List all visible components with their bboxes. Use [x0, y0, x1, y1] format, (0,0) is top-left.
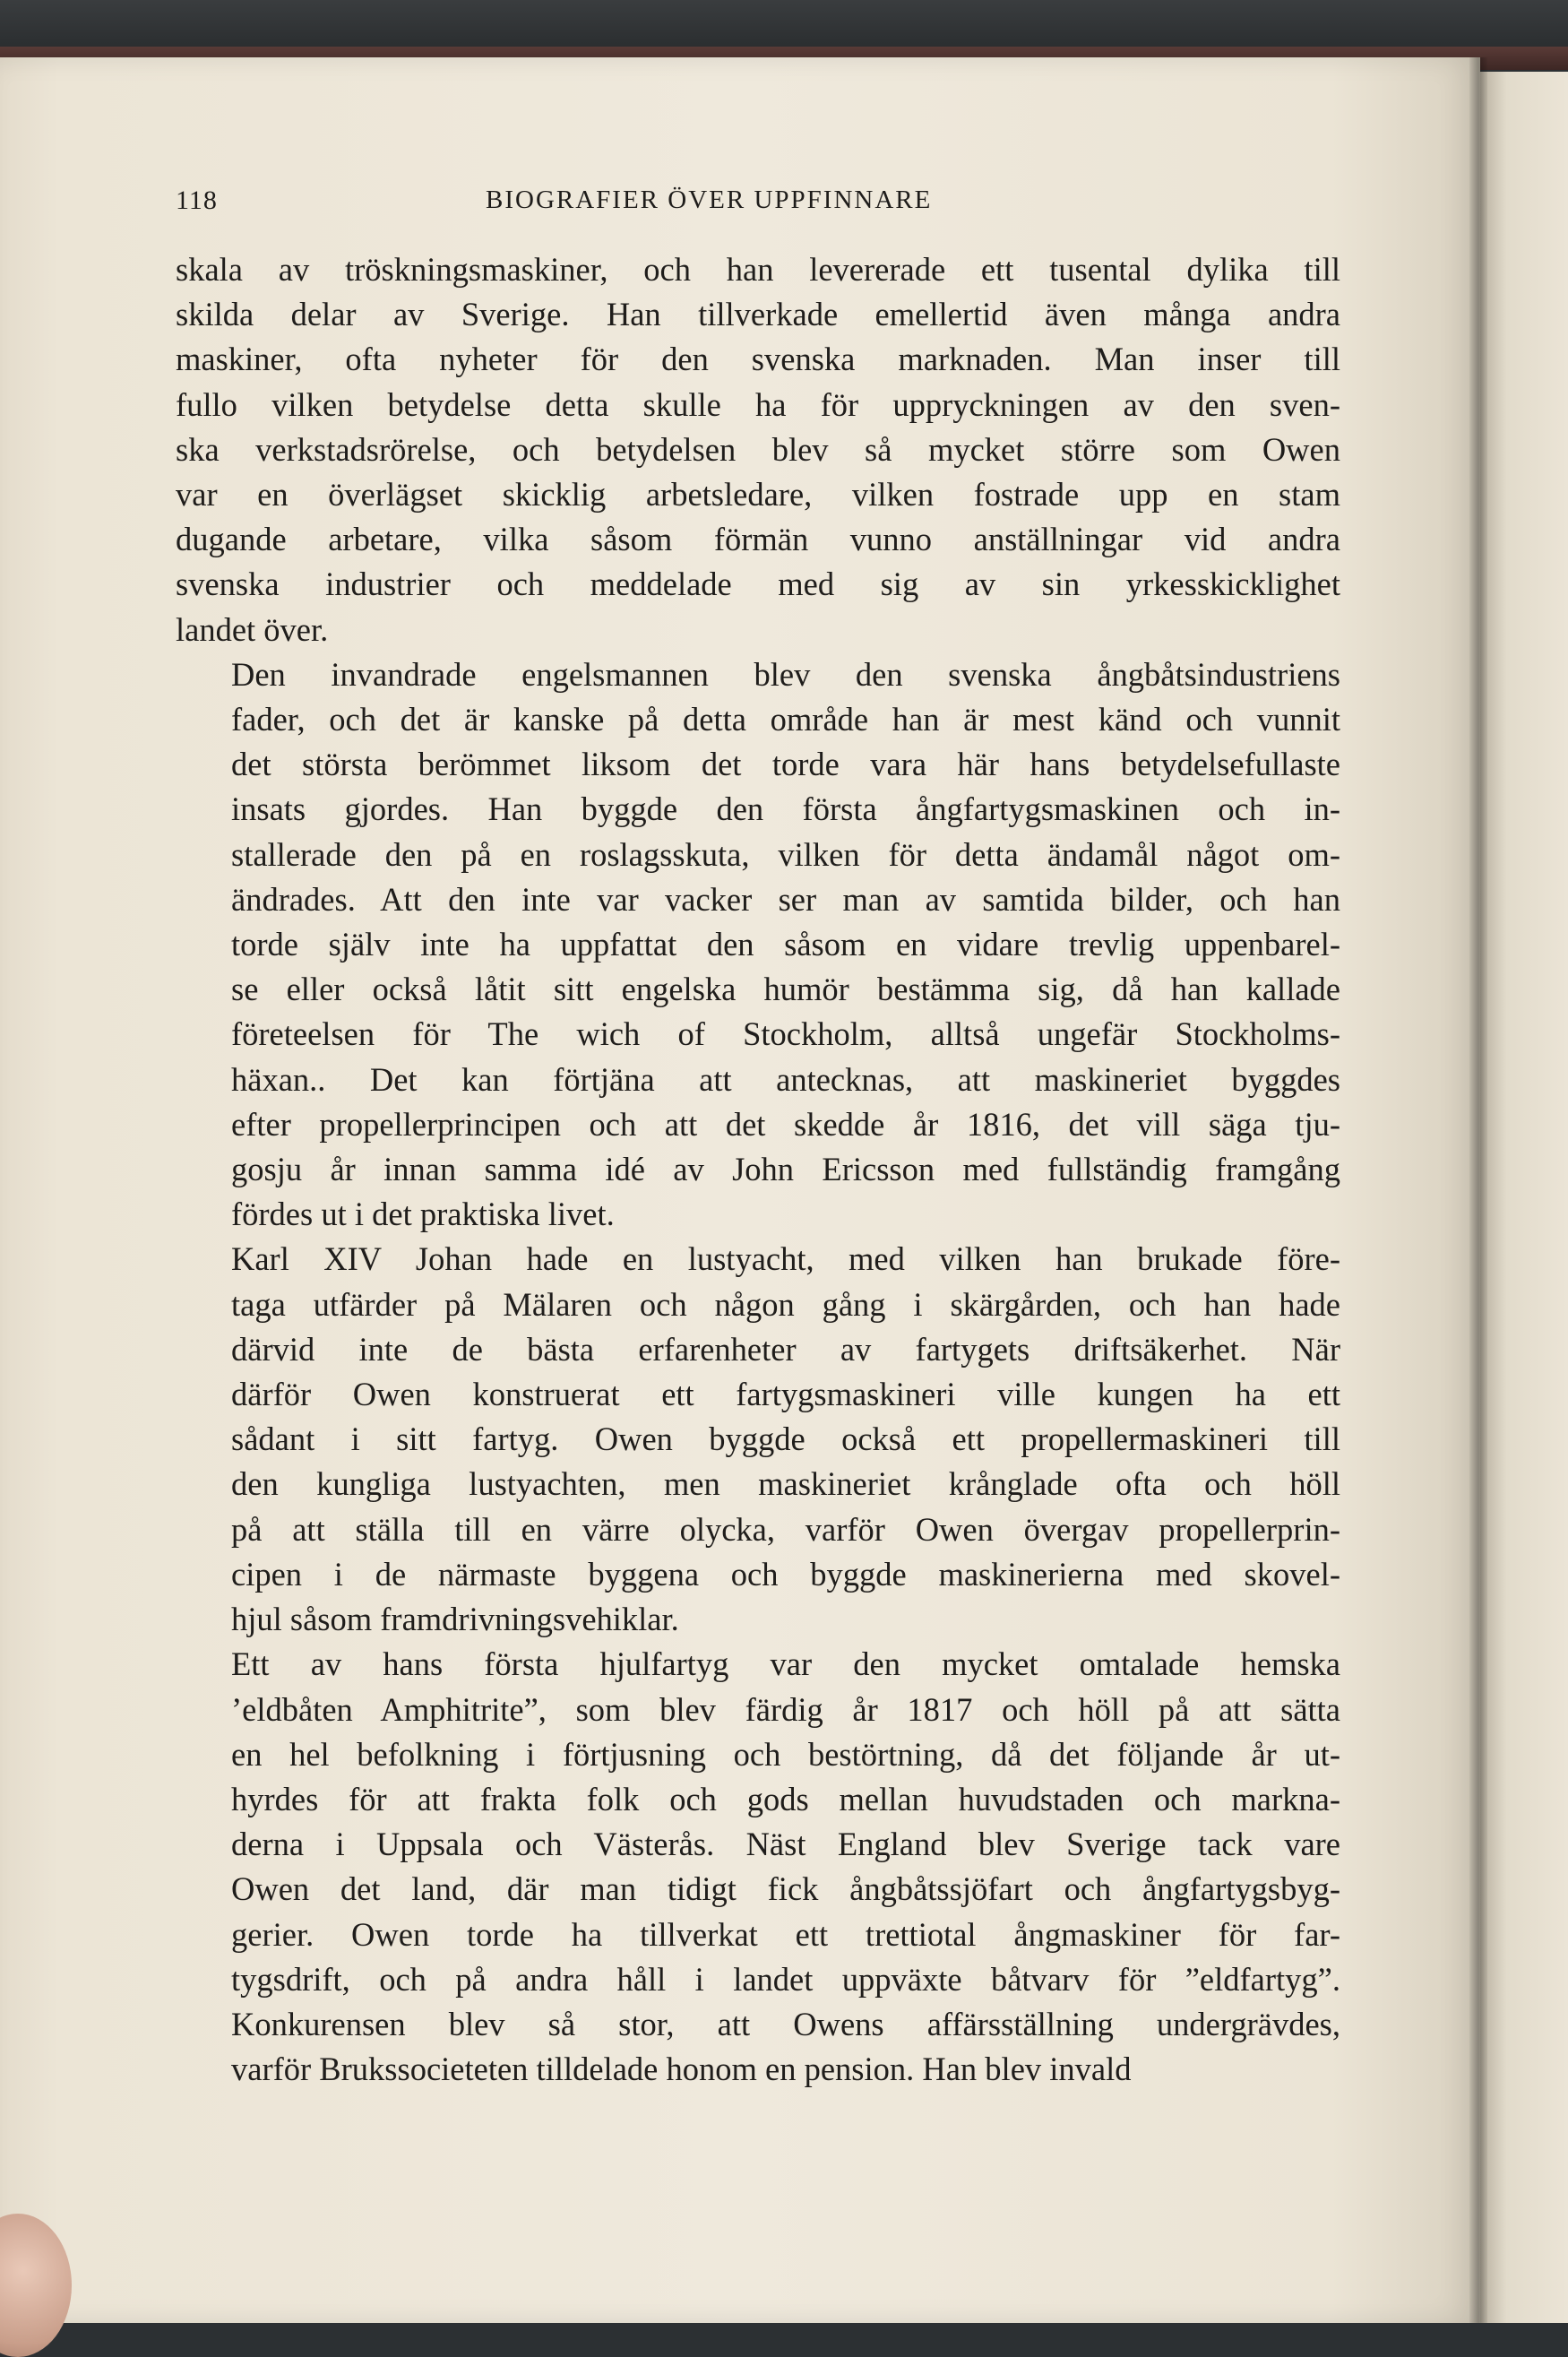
- text-line: fader, och det är kanske på detta område han är mest känd och vunnit: [231, 701, 1340, 738]
- text-line: var en överlägset skicklig arbetsledare, vilken fostrade upp en stam: [176, 476, 1340, 514]
- text-line: dugande arbetare, vilka såsom förmän vunno anställningar vid andra: [176, 521, 1340, 558]
- text-line: skilda delar av Sverige. Han tillverkade emellertid även många andra: [176, 296, 1340, 333]
- text-line: på att ställa till en värre olycka, varför Owen övergav propellerprin-: [231, 1510, 1340, 1548]
- text-line: derna i Uppsala och Västerås. Näst England blev Sverige tack vare: [231, 1826, 1340, 1863]
- text-line: stallerade den på en roslagsskuta, vilken för detta ändamål något om-: [231, 835, 1340, 873]
- text-line: en hel befolkning i förtjusning och bestörtning, då det följande år ut-: [231, 1735, 1340, 1773]
- page-number: 118: [176, 186, 218, 215]
- text-line: landet över.: [176, 610, 329, 648]
- text-line: därför Owen konstruerat ett fartygsmaskineri ville kungen ha ett: [231, 1376, 1340, 1413]
- page-header: [176, 186, 1340, 221]
- paragraph: [176, 652, 1340, 1238]
- text-line: gosju år innan samma idé av John Ericsson med fullständig framgång: [231, 1151, 1340, 1188]
- text-line: hyrdes för att frakta folk och gods mellan huvudstaden och markna-: [231, 1780, 1340, 1817]
- text-line: Konkurensen blev så stor, att Owens affärsställning undergrävdes,: [231, 2005, 1340, 2042]
- text-line: varför Brukssocieteten tilldelade honom en pension. Han blev invald: [231, 2051, 1132, 2088]
- text-line: skala av tröskningsmaskiner, och han levererade ett tusental dylika till: [176, 251, 1340, 288]
- text-line: gerier. Owen torde ha tillverkat ett trettiotal ångmaskiner för far-: [231, 1915, 1340, 1953]
- text-line: ändrades. Att den inte var vacker ser man av samtida bilder, och han: [231, 880, 1340, 918]
- page-gutter-shadow: [1469, 57, 1487, 2323]
- text-line: Owen det land, där man tidigt fick ångbåtssjöfart och ångfartygsbyg-: [231, 1870, 1340, 1908]
- running-head: BIOGRAFIER ÖVER UPPFINNARE: [486, 186, 933, 214]
- body-text: [176, 247, 1340, 2092]
- text-line: efter propellerprincipen och att det skedde år 1816, det vill säga tju-: [231, 1105, 1340, 1143]
- paragraph: [176, 1642, 1340, 2092]
- text-line: insats gjordes. Han byggde den första ångfartygsmaskinen och in-: [231, 790, 1340, 828]
- text-line: ska verkstadsrörelse, och betydelsen blev så mycket större som Owen: [176, 430, 1340, 468]
- text-line: den kungliga lustyachten, men maskineriet krånglade ofta och höll: [231, 1465, 1340, 1503]
- text-line: fullo vilken betydelse detta skulle ha för uppryckningen av den sven-: [176, 385, 1340, 423]
- text-line: taga utfärder på Mälaren och någon gång i skärgården, och han hade: [231, 1285, 1340, 1323]
- text-line: Ett av hans första hjulfartyg var den mycket omtalade hemska: [231, 1645, 1340, 1683]
- text-line: cipen i de närmaste byggena och byggde maskinerierna med skovel-: [231, 1555, 1340, 1593]
- text-line: företeelsen för The wich of Stockholm, alltså ungefär Stockholms-: [231, 1015, 1340, 1053]
- paragraph: [176, 1237, 1340, 1642]
- paragraph: [176, 247, 1340, 652]
- text-line: se eller också låtit sitt engelska humör bestämma sig, då han kallade: [231, 971, 1340, 1008]
- text-line: Den invandrade engelsmannen blev den svenska ångbåtsindustriens: [231, 655, 1340, 693]
- text-line: maskiner, ofta nyheter för den svenska marknaden. Man inser till: [176, 341, 1340, 378]
- text-line: därvid inte de bästa erfarenheter av fartygets driftsäkerhet. När: [231, 1330, 1340, 1368]
- text-line: hjul såsom framdrivningsvehiklar.: [231, 1601, 679, 1638]
- text-line: torde själv inte ha uppfattat den såsom en vidare trevlig uppenbarel-: [231, 926, 1340, 963]
- text-line: ’eldbåten Amphitrite”, som blev färdig år 1817 och höll på att sätta: [231, 1690, 1340, 1728]
- text-line: fördes ut i det praktiska livet.: [231, 1196, 615, 1233]
- adjacent-page-edge: [1480, 72, 1568, 2323]
- text-line: svenska industrier och meddelade med sig av sin yrkesskicklighet: [176, 566, 1340, 603]
- text-line: häxan.. Det kan förtjäna att antecknas, att maskineriet byggdes: [231, 1060, 1340, 1098]
- text-line: sådant i sitt fartyg. Owen byggde också ett propellermaskineri till: [231, 1420, 1340, 1458]
- text-line: det största berömmet liksom det torde vara här hans betydelsefullaste: [231, 746, 1340, 783]
- text-line: tygsdrift, och på andra håll i landet uppväxte båtvarv för ”eldfartyg”.: [231, 1960, 1340, 1998]
- text-line: Karl XIV Johan hade en lustyacht, med vilken han brukade före-: [231, 1240, 1340, 1278]
